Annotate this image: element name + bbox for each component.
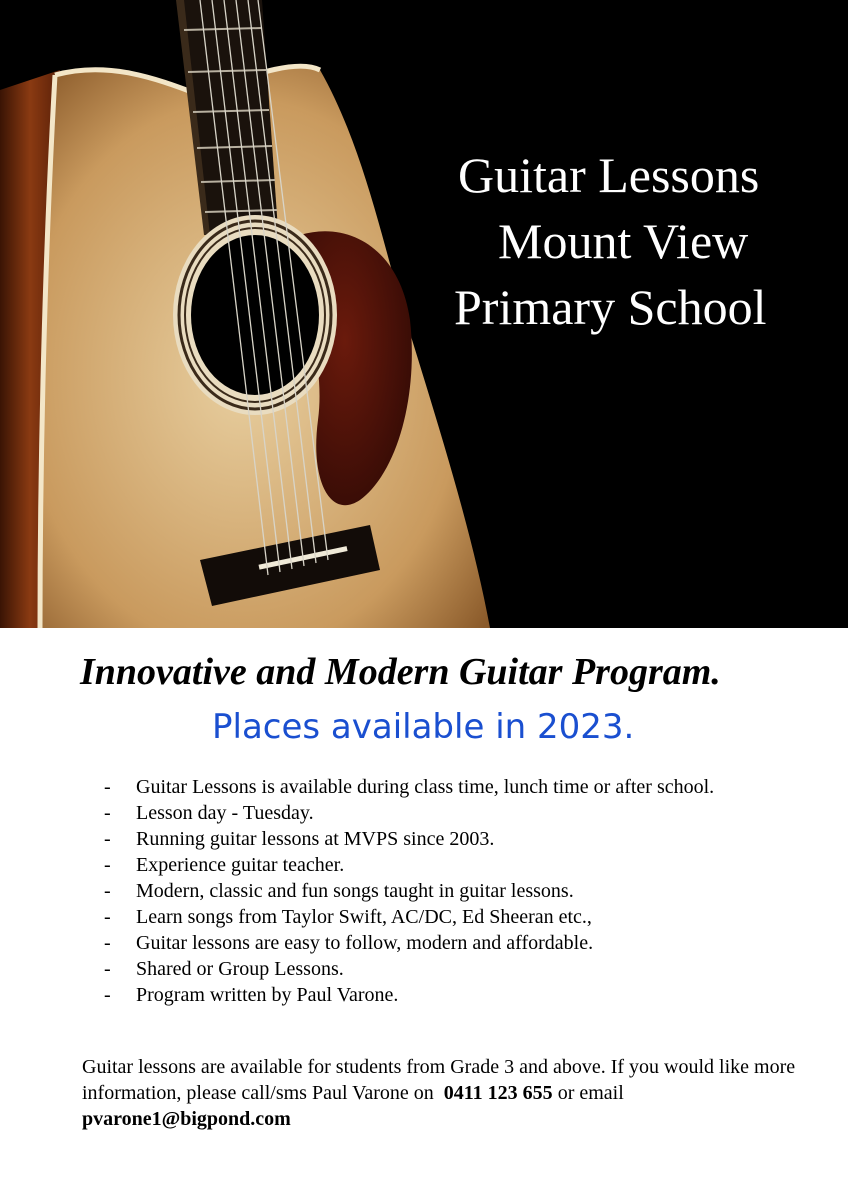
places-available: Places available in 2023. xyxy=(212,707,635,747)
feature-list xyxy=(104,774,714,1008)
hero-title-line-3: Primary School xyxy=(454,279,767,335)
bullet-dash: - xyxy=(104,880,111,902)
hero-title xyxy=(440,142,840,340)
bullet-dash: - xyxy=(104,932,111,954)
bullet-dash: - xyxy=(104,828,111,850)
bullet-dash: - xyxy=(104,906,111,928)
program-headline: Innovative and Modern Guitar Program. xyxy=(80,651,721,693)
phone-number[interactable]: 0411 123 655 xyxy=(443,1082,553,1104)
list-item xyxy=(104,904,714,930)
email-address[interactable]: pvarone1@bigpond.com xyxy=(82,1108,291,1130)
hero-title-line-1: Guitar Lessons xyxy=(458,147,760,203)
contact-info xyxy=(82,1054,822,1132)
list-item xyxy=(104,826,714,852)
list-item-text: Running guitar lessons at MVPS since 2003. xyxy=(136,828,495,850)
info-text: Guitar lessons are available for students from Grade 3 and above. If you would like more information, please call/sms Paul Varone on xyxy=(82,1056,796,1104)
list-item xyxy=(104,878,714,904)
bullet-dash: - xyxy=(104,984,111,1006)
list-item xyxy=(104,982,714,1008)
list-item-text: Program written by Paul Varone. xyxy=(136,984,399,1006)
list-item-text: Lesson day - Tuesday. xyxy=(136,802,314,824)
list-item xyxy=(104,800,714,826)
hero-title-line-2: Mount View xyxy=(498,213,749,269)
list-item-text: Shared or Group Lessons. xyxy=(136,958,344,980)
list-item-text: Modern, classic and fun songs taught in guitar lessons. xyxy=(136,880,574,902)
list-item-text: Learn songs from Taylor Swift, AC/DC, Ed Sheeran etc., xyxy=(136,906,592,928)
list-item xyxy=(104,956,714,982)
list-item-text: Experience guitar teacher. xyxy=(136,854,345,876)
list-item-text: Guitar Lessons is available during class time, lunch time or after school. xyxy=(136,776,715,798)
bullet-dash: - xyxy=(104,776,111,798)
bullet-dash: - xyxy=(104,802,111,824)
bullet-dash: - xyxy=(104,958,111,980)
bullet-dash: - xyxy=(104,854,111,876)
info-text-middle: or email xyxy=(557,1082,624,1104)
list-item xyxy=(104,774,714,800)
list-item xyxy=(104,930,714,956)
list-item xyxy=(104,852,714,878)
list-item-text: Guitar lessons are easy to follow, modern and affordable. xyxy=(136,932,594,954)
